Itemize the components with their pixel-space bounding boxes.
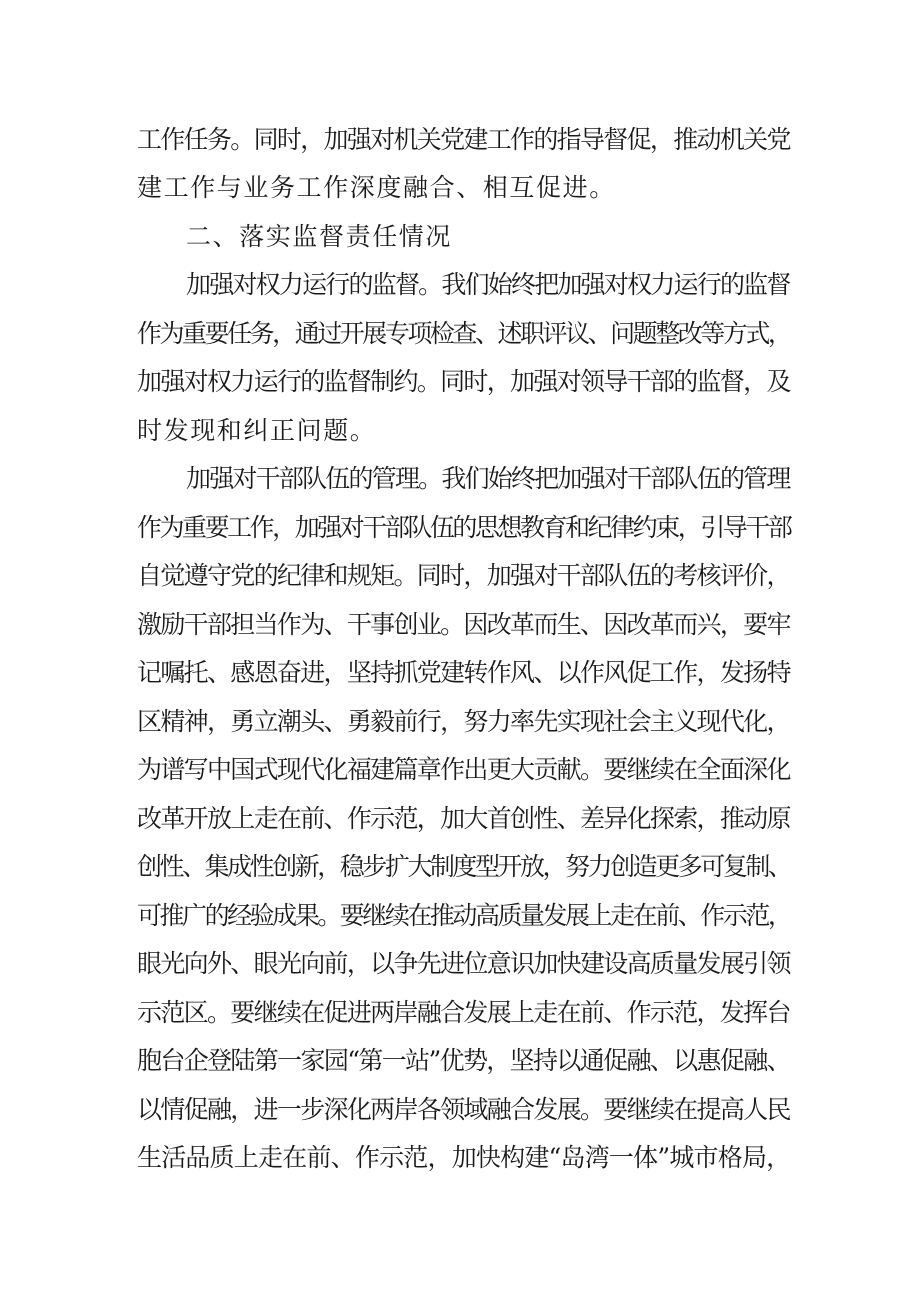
- text-line: 加强对权力运行的监督。我们始终把加强对权力运行的监督: [186, 270, 790, 299]
- section-heading: 二、落实监督责任情况: [186, 222, 453, 251]
- text-line: 生活品质上走在前、作示范，加快构建“岛湾一体”城市格局，: [137, 1143, 791, 1172]
- text-line: 时发现和纠正问题。: [137, 416, 377, 445]
- text-line: 加强对权力运行的监督制约。同时，加强对领导干部的监督，及: [137, 367, 790, 396]
- text-line: 眼光向外、眼光向前，以争先进位意识加快建设高质量发展引领: [137, 949, 790, 978]
- text-line: 示范区。要继续在促进两岸融合发展上走在前、作示范，发挥台: [137, 998, 790, 1027]
- text-line: 创性、集成性创新，稳步扩大制度型开放，努力创造更多可复制、: [137, 852, 791, 881]
- text-line: 激励干部担当作为、干事创业。因改革而生、因改革而兴，要牢: [137, 610, 790, 639]
- text-line: 工作任务。同时，加强对机关党建工作的指导督促，推动机关党: [137, 125, 790, 154]
- text-line: 作为重要任务，通过开展专项检查、述职评议、问题整改等方式，: [137, 319, 791, 348]
- text-line: 建工作与业务工作深度融合、相互促进。: [137, 173, 616, 202]
- text-line: 以情促融，进一步深化两岸各领域融合发展。要继续在提高人民: [137, 1095, 790, 1124]
- text-line: 自觉遵守党的纪律和规矩。同时，加强对干部队伍的考核评价，: [137, 561, 790, 590]
- text-line: 加强对干部队伍的管理。我们始终把加强对干部队伍的管理: [186, 464, 790, 493]
- text-line: 为谱写中国式现代化福建篇章作出更大贡献。要继续在全面深化: [137, 755, 790, 784]
- text-line: 区精神，勇立潮头、勇毅前行，努力率先实现社会主义现代化，: [137, 707, 790, 736]
- text-line: 改革开放上走在前、作示范，加大首创性、差异化探索，推动原: [137, 804, 790, 833]
- text-line: 可推广的经验成果。要继续在推动高质量发展上走在前、作示范，: [137, 901, 791, 930]
- text-line: 记嘱托、感恩奋进，坚持抓党建转作风、以作风促工作，发扬特: [137, 658, 790, 687]
- text-line: 胞台企登陆第一家园“第一站”优势，坚持以通促融、以惠促融、: [137, 1046, 790, 1075]
- text-line: 作为重要工作，加强对干部队伍的思想教育和纪律约束，引导干部: [137, 513, 791, 542]
